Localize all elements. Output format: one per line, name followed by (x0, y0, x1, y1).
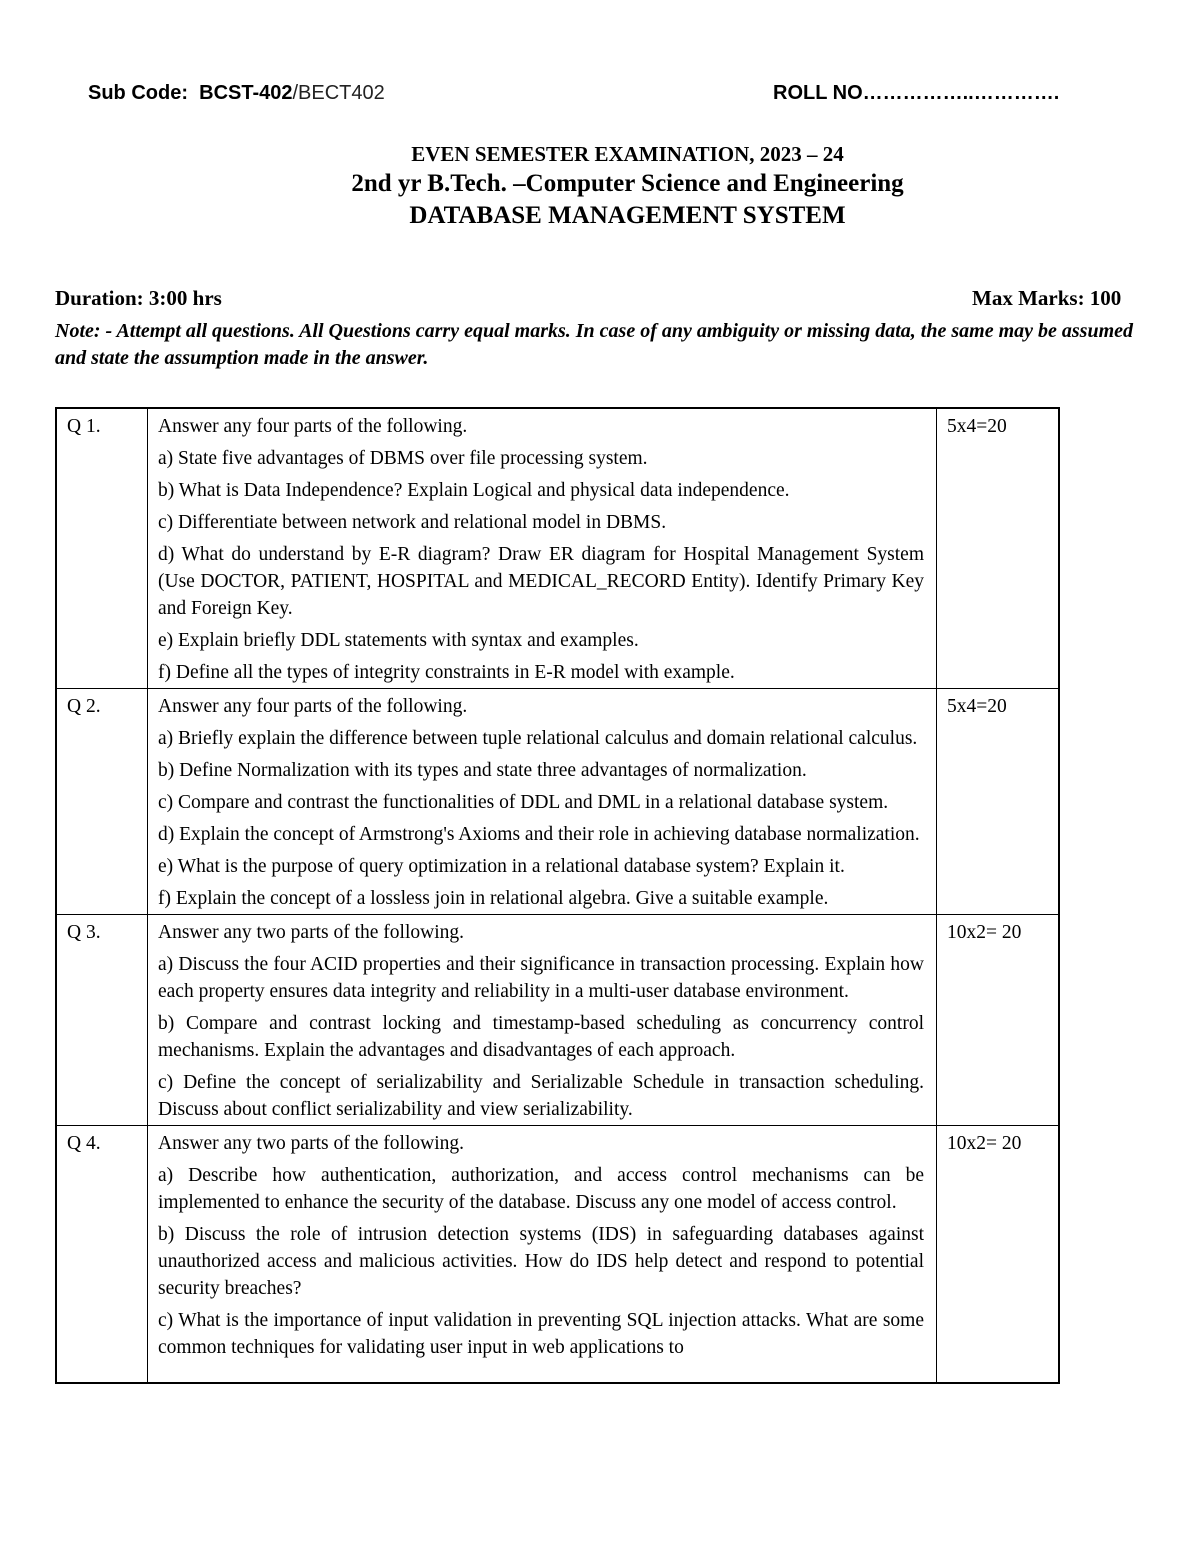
subject-title: DATABASE MANAGEMENT SYSTEM (409, 202, 846, 229)
sub-code-label: Sub Code: (88, 82, 188, 104)
question-part: a) Describe how authentication, authorization, and access control mechanisms can be implemented to enhance the security of the database. Discuss any one model of access control. (158, 1165, 924, 1213)
sub-code-alt: /BECT402 (292, 82, 385, 104)
question-part: e) Explain briefly DDL statements with syntax and examples. (158, 630, 639, 651)
question-part: a) Briefly explain the difference between tuple relational calculus and domain relational calculus. (158, 728, 918, 749)
question-number: Q 3. (56, 915, 148, 1126)
exam-title: EVEN SEMESTER EXAMINATION, 2023 – 24 (411, 142, 844, 166)
question-marks: 5x4=20 (937, 408, 1060, 689)
max-marks: Max Marks: 100 (972, 286, 1122, 310)
question-intro: Answer any four parts of the following. (158, 416, 468, 437)
question-number: Q 1. (56, 408, 148, 689)
question-part: a) State five advantages of DBMS over file processing system. (158, 448, 648, 469)
question-marks: 5x4=20 (937, 689, 1060, 915)
question-part: c) Compare and contrast the functionalities of DDL and DML in a relational database system. (158, 792, 889, 813)
question-part: c) Differentiate between network and relational model in DBMS. (158, 512, 667, 533)
question-marks: 10x2= 20 (937, 915, 1060, 1126)
question-intro: Answer any four parts of the following. (158, 696, 468, 717)
question-body (148, 915, 937, 1126)
duration: Duration: 3:00 hrs (55, 286, 222, 310)
question-row-3 (56, 915, 1059, 1126)
question-part: b) Define Normalization with its types and state three advantages of normalization. (158, 760, 807, 781)
course-title: 2nd yr B.Tech. –Computer Science and Engineering (351, 170, 904, 197)
question-part: b) Compare and contrast locking and timestamp-based scheduling as concurrency control mechanisms. Explain the advantages and disadvantages of each approach. (158, 1013, 924, 1061)
question-part: b) What is Data Independence? Explain Logical and physical data independence. (158, 480, 790, 501)
question-part: b) Discuss the role of intrusion detection systems (IDS) in safeguarding databases against unauthorized access and malicious activities. How do IDS help detect and respond to potential security breaches? (158, 1224, 924, 1299)
header-line (88, 82, 1088, 112)
sub-code-value: BCST-402 (199, 82, 293, 104)
question-part: e) What is the purpose of query optimization in a relational database system? Explain it. (158, 856, 845, 877)
question-part: c) Define the concept of serializability and Serializable Schedule in transaction scheduling. Discuss about conflict serializability and view serializability. (158, 1072, 924, 1120)
question-intro: Answer any two parts of the following. (158, 1133, 464, 1154)
question-row-1 (56, 408, 1059, 689)
instructions-note: Note: - Attempt all questions. All Questions carry equal marks. In case of any ambiguity or missing data, the same may be assumed and state the assumption made in the answer. (55, 320, 1134, 369)
roll-no: ROLL NO……………..…………. (773, 82, 1060, 104)
questions-table (55, 407, 1060, 1384)
question-body-clip (158, 1130, 924, 1380)
question-body (148, 1126, 937, 1384)
question-number: Q 2. (56, 689, 148, 915)
question-number: Q 4. (56, 1126, 148, 1384)
question-row-2 (56, 689, 1059, 915)
sub-code (88, 82, 385, 105)
question-part: d) Explain the concept of Armstrong's Axioms and their role in achieving database normalization. (158, 824, 920, 845)
question-row-4 (56, 1126, 1059, 1384)
question-body (148, 408, 937, 689)
question-part: c) What is the importance of input validation in preventing SQL injection attacks. What are some common techniques for validating user input in web applications to (158, 1310, 924, 1358)
question-body (148, 689, 937, 915)
question-intro: Answer any two parts of the following. (158, 922, 464, 943)
question-part: f) Define all the types of integrity constraints in E-R model with example. (158, 662, 735, 683)
question-part: f) Explain the concept of a lossless join in relational algebra. Give a suitable example. (158, 888, 829, 909)
question-marks: 10x2= 20 (937, 1126, 1060, 1384)
question-part: d) What do understand by E-R diagram? Draw ER diagram for Hospital Management System (Use DOCTOR, PATIENT, HOSPITAL and MEDICAL_RECORD Entity). Identify Primary Key and Foreign Key. (158, 544, 924, 619)
question-part: a) Discuss the four ACID properties and their significance in transaction processing. Explain how each property ensures data integrity and reliability in a multi-user database environment. (158, 954, 924, 1002)
